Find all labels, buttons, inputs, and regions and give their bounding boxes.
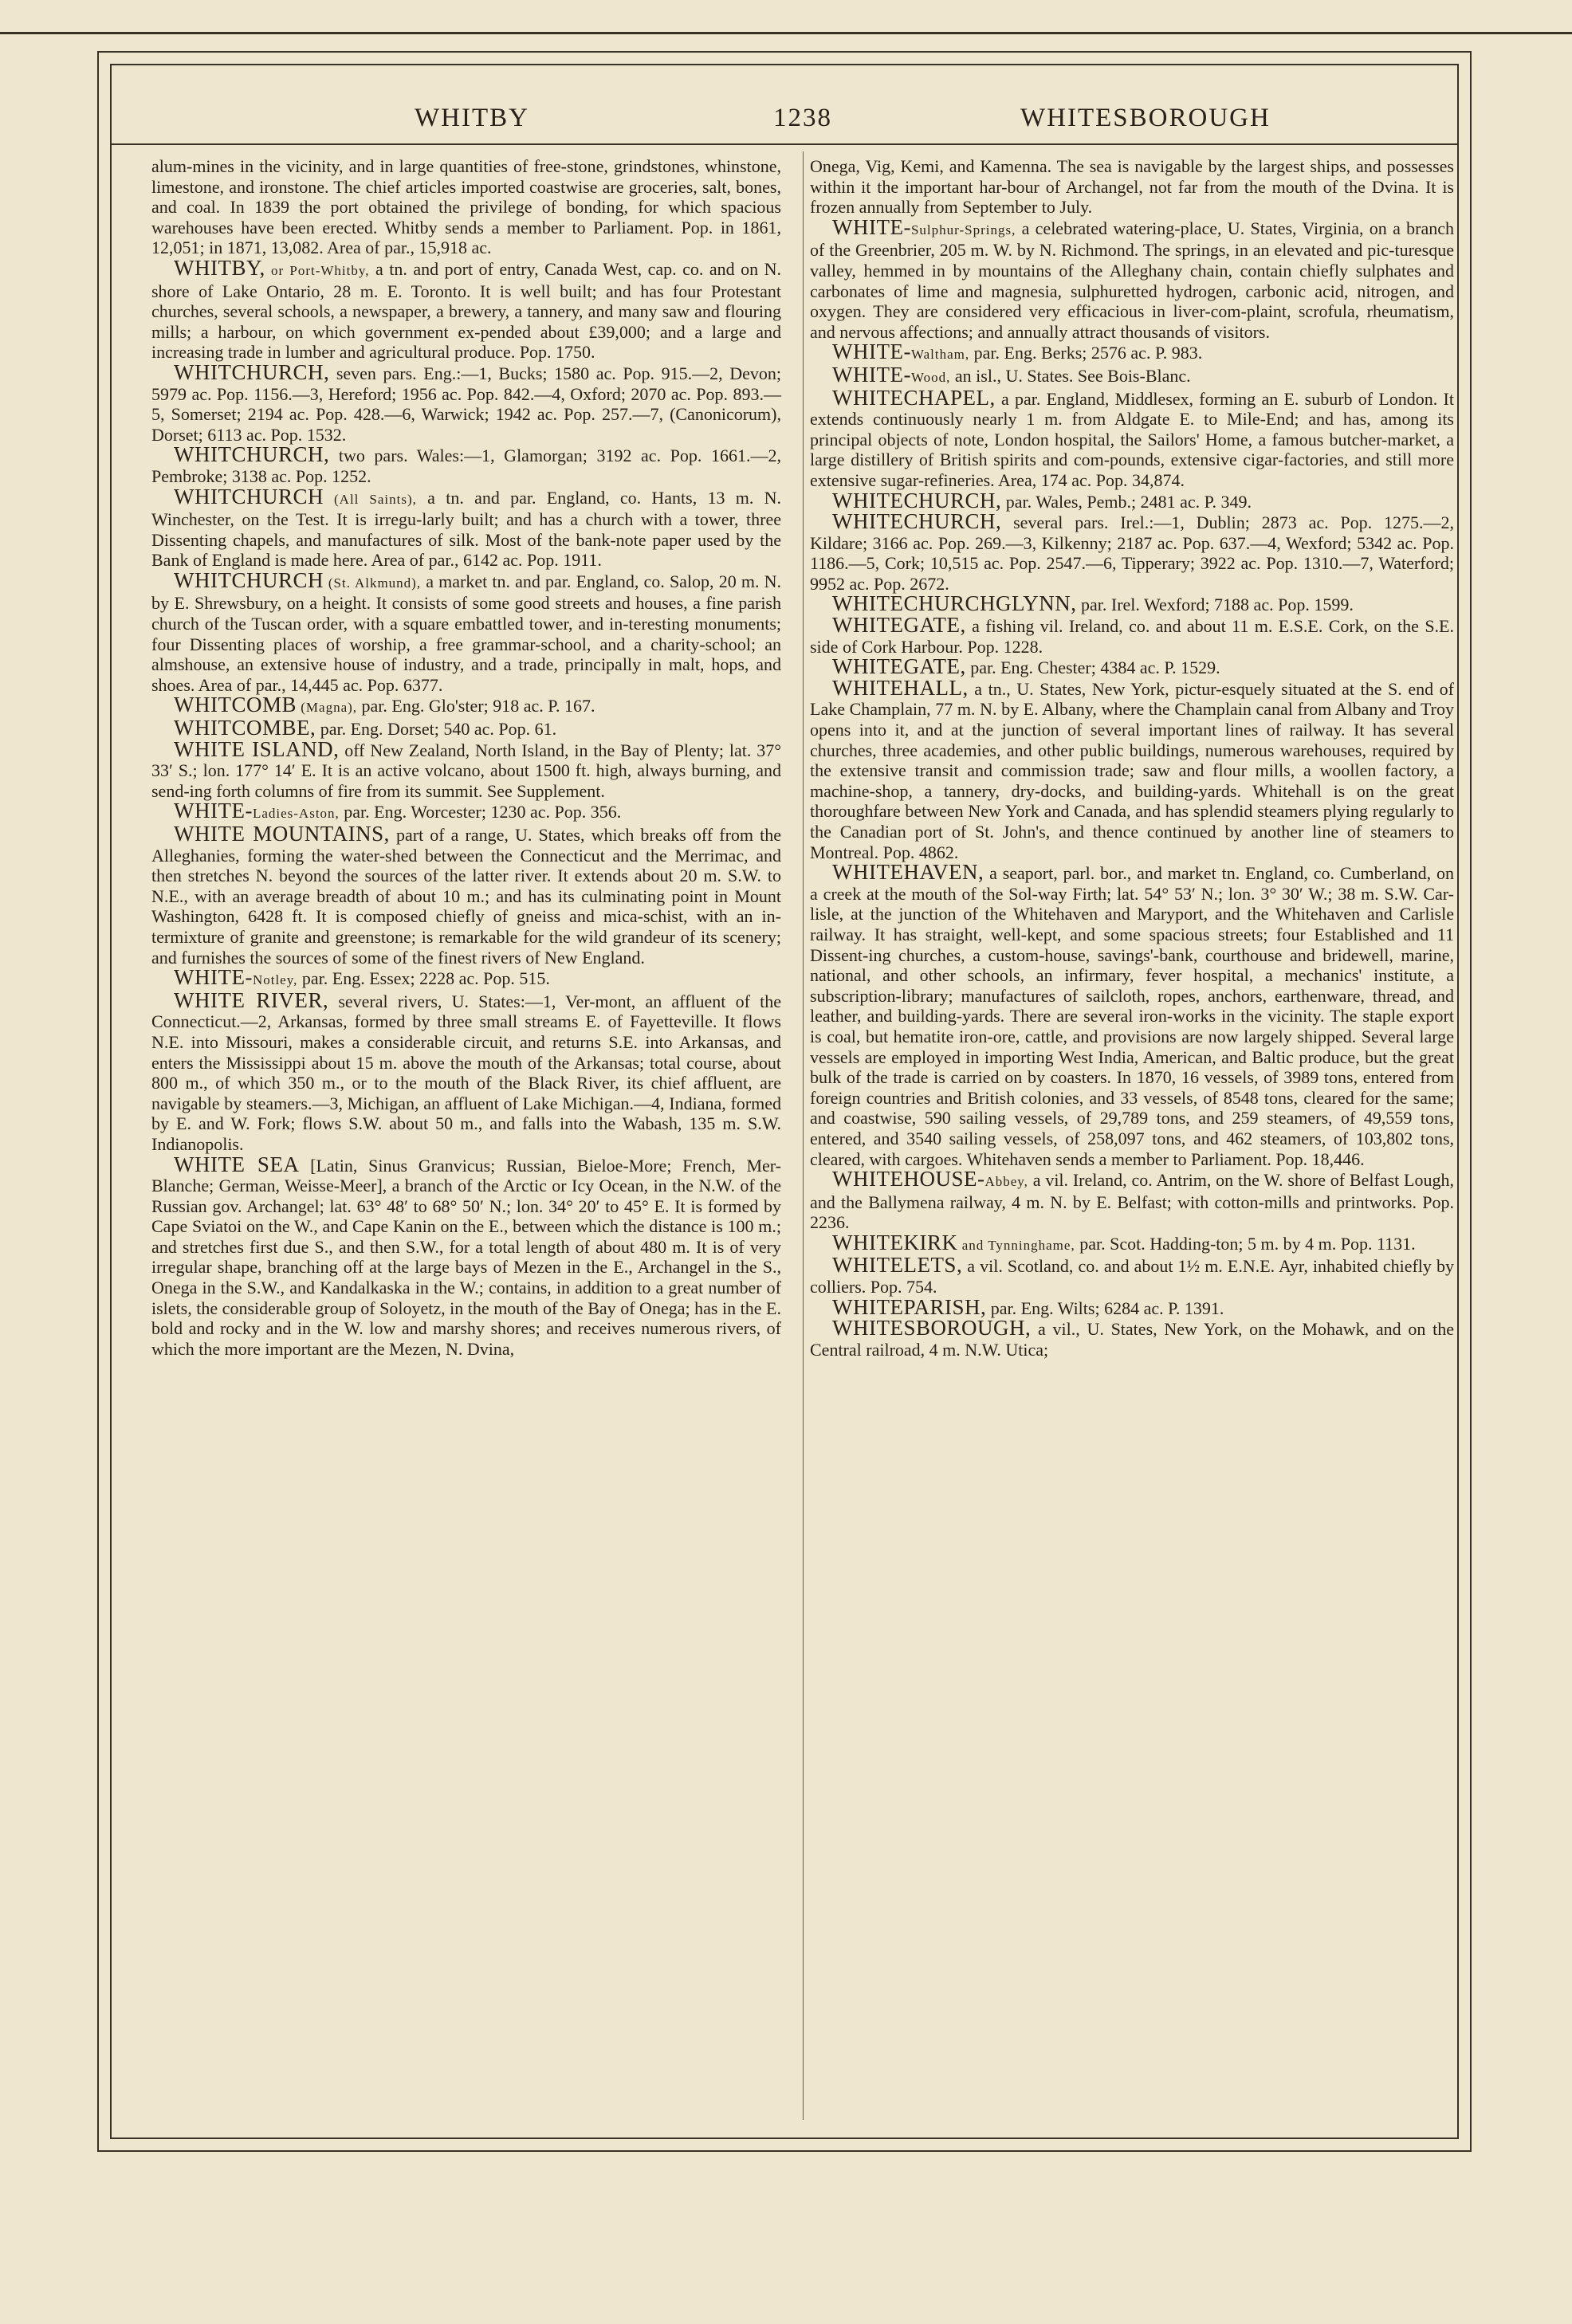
entry-text: par. Eng. Chester; 4384 ac. P. 1529.: [965, 658, 1220, 678]
gazetteer-entry: [151, 965, 781, 991]
entry-headword: WHITE MOUNTAINS,: [174, 822, 390, 846]
entry-headword: WHITCHURCH,: [174, 359, 330, 384]
gazetteer-entry: [810, 362, 1454, 388]
entry-subhead: Waltham,: [910, 347, 970, 363]
entry-headword: WHITEHOUSE-: [832, 1167, 985, 1191]
gazetteer-entry: [151, 987, 781, 1155]
entry-headword: WHITECHURCHGLYNN,: [832, 591, 1077, 616]
entry-subhead: Ladies-Aston,: [252, 806, 340, 822]
entry-headword: WHITE ISLAND,: [174, 736, 340, 761]
entry-text: par. Eng. Dorset; 540 ac. Pop. 61.: [316, 719, 557, 740]
entry-text: a par. England, Middlesex, forming an E. suburb of London. It extends continuously nearly 1 m. from Aldgate E. to Mile-End; and has, among its principal objects of note, London hospital, the Sailors' Home, a famous butcher-market, a large distillery of British spirits and com-pounds, extensive cigar-factories, and still more extensive sugar-refineries. Area, 174 ac. Pop. 34,874.: [810, 388, 1454, 490]
entry-headword: WHITEGATE,: [832, 654, 966, 679]
entry-headword: WHITE-: [174, 965, 253, 990]
entry-headword: WHITEGATE,: [832, 613, 966, 638]
gazetteer-entry: [151, 255, 781, 363]
entry-text: par. Eng. Wilts; 6284 ac. P. 1391.: [986, 1297, 1224, 1318]
entry-subhead: Wood,: [910, 369, 951, 385]
gazetteer-entry: [810, 214, 1454, 343]
gazetteer-entry: [810, 1318, 1454, 1360]
entry-headword: WHITE SEA: [174, 1152, 300, 1176]
entry-text: par. Eng. Berks; 2576 ac. P. 983.: [969, 343, 1203, 363]
entry-headword: WHITCOMB: [174, 693, 297, 717]
gazetteer-entry: [151, 484, 782, 571]
entry-headword: WHITECHURCH,: [832, 488, 1002, 512]
entry-headword: WHITESBOROUGH,: [832, 1316, 1032, 1341]
gazetteer-entry: [810, 156, 1454, 218]
entry-text: par. Wales, Pemb.; 2481 ac. P. 349.: [1001, 491, 1252, 512]
column-divider: [803, 151, 804, 2120]
gazetteer-entry: [810, 1230, 1454, 1256]
entry-text: a celebrated watering-place, U. States, Virginia, on a branch of the Greenbrier, 205 m. W. by N. Richmond. The springs, in an elevated and pic-turesque valley, hemmed in by mountains of the Alleghany chain, contain chiefly sulphates and carbonates of lime and magnesia, sulphuretted hydrogen, carbonic acid, nitrogen, and oxygen. They are considered very efficacious in liver-com-plaint, scrofula, rheumatism, and nervous affections; and annually attract thousands of visitors.: [810, 218, 1454, 342]
gazetteer-entry: [810, 1294, 1454, 1319]
entry-text: two pars. Wales:—1, Glamorgan; 3192 ac. Pop. 1661.—2, Pembroke; 3138 ac. Pop. 1252.: [151, 446, 781, 486]
gazetteer-entry: [151, 567, 781, 696]
entry-text: par. Scot. Hadding-ton; 5 m. by 4 m. Pop. 1131.: [1075, 1233, 1416, 1254]
gazetteer-entry: [151, 695, 781, 718]
gazetteer-entry: [810, 862, 1454, 1169]
entry-subhead: Sulphur-Springs,: [910, 222, 1016, 238]
gazetteer-entry: [810, 591, 1454, 616]
entry-text: par. Eng. Worcester; 1230 ac. Pop. 356.: [339, 802, 622, 822]
entry-text: [Latin, Sinus Granvicus; Russian, Bieloe-More; French, Mer-Blanche; German, Weisse-Meer], a branch of the Arctic or Icy Ocean, in the N.W. of the Russian gov. Archangel; lat. 63° 48′ to 68° 50′ N.; lon. 34° 20′ to 45° E. It is formed by Cape Sviatoi on the W., and Cape Kanin on the E., between which the distance is 100 m.; and stretches first due S., and then S.W., for a total length of about 480 m. It is of very irregular shape, branching off at the large bays of Mezen in the E., Archangel in the S., Onega in the S.W., and Kandalkaska in the W.; contains, in addition to a great number of islets, the considerable group of Soloyetz, in the mouth of the Bay of Onega; has in the E. bold and rocky and in the W. low and marshy shores; and receives numerous rivers, of which the more important are the Mezen, N. Dvina,: [151, 1155, 781, 1359]
entry-headword: WHITE-: [832, 340, 911, 364]
entry-subhead: or Port-Whitby,: [265, 262, 370, 278]
gazetteer-entry: [151, 1152, 781, 1360]
entry-headword: WHITEPARISH,: [832, 1294, 987, 1319]
page-number: 1238: [773, 104, 832, 132]
header-left-word: WHITBY: [415, 104, 529, 132]
gazetteer-entry: [810, 385, 1454, 491]
entry-headword: WHITELETS,: [832, 1253, 963, 1278]
entry-headword: WHITEHALL,: [832, 675, 969, 700]
entry-headword: WHITBY,: [174, 255, 265, 280]
entry-headword: WHITCOMBE,: [174, 716, 316, 740]
entry-text: several rivers, U. States:—1, Ver-mont, an affluent of the Connecticut.—2, Arkansas, formed by three small streams E. of Fayetteville. It flows N.E. into Missouri, makes a considerable circuit, and returns S.E. into Arkansas, and enters the Mississippi about 15 m. above the mouth of the Arkansas; total course, about 800 m., of which 350 m., or to the mouth of the Black River, its chief affluent, are navigable by steamers.—3, Michigan, an affluent of Lake Michigan.—4, Indiana, formed by E. and W. Fork; flows S.W. about 50 m., and falls into the Wabash, 135 m. S.W. Indianopolis.: [151, 991, 781, 1154]
entry-text: a tn. and par. England, co. Hants, 13 m. N. Winchester, on the Test. It is irregu-larly built; and has a church with a tower, three Dissenting chapels, and manufactures of silk. Most of the bank-note paper used by the Bank of England is made here. Area of par., 6142 ac. Pop. 1911.: [151, 487, 782, 571]
entry-headword: WHITE RIVER,: [174, 987, 329, 1012]
gazetteer-entry: [151, 824, 781, 968]
gazetteer-entry: [810, 615, 1454, 657]
entry-headword: WHITEKIRK: [832, 1230, 958, 1254]
entry-text: part of a range, U. States, which breaks off from the Alleghanies, forming the water-shed between the Connecticut and the Merrimac, and then stretches N. beyond the sources of the latter river. It extends about 20 m. S.W. to N.E., with an average breadth of about 10 m.; and has its culminating point in Mount Washington, 6428 ft. It is composed chiefly of gneiss and mica-schist, with an in-termixture of granite and greenstone; is remarkable for the wild grandeur of its scenery; and furnishes the sources of some of the finest rivers of New England.: [151, 825, 782, 968]
gazetteer-entry: [810, 675, 1454, 862]
entry-subhead: (All Saints),: [324, 491, 417, 507]
entry-text: a vil., U. States, New York, on the Mohawk, and on the Central railroad, 4 m. N.W. Utica;: [810, 1319, 1454, 1360]
entry-text: an isl., U. States. See Bois-Blanc.: [950, 365, 1191, 386]
entry-text: a vil. Scotland, co. and about 1½ m. E.N.E. Ayr, inhabited chiefly by colliers. Pop. 754.: [810, 1256, 1454, 1297]
entry-text: Onega, Vig, Kemi, and Kamenna. The sea is navigable by the largest ships, and possesses within it the important har-bour of Archangel, not far from the mouth of the Dvina. It is frozen annually from September to July.: [810, 156, 1454, 218]
entry-subhead: (St. Alkmund),: [324, 575, 422, 591]
entry-headword: WHITE-: [832, 214, 911, 239]
entry-headword: WHITECHURCH,: [832, 509, 1002, 534]
entry-headword: WHITE-: [174, 799, 253, 823]
gazetteer-entry: [151, 156, 781, 258]
entry-headword: WHITE-: [832, 362, 911, 387]
entry-text: seven pars. Eng.:—1, Bucks; 1580 ac. Pop. 915.—2, Devon; 5979 ac. Pop. 1156.—3, Hereford; 1956 ac. Pop. 842.—4, Oxford; 2070 ac. Pop. 893.—5, Somerset; 2194 ac. Pop. 428.—6, Warwick; 1942 ac. Pop. 257.—7, (Canonicorum), Dorset; 6113 ac. Pop. 1532.: [151, 363, 781, 445]
entry-text: a tn. and port of entry, Canada West, cap. co. and on N. shore of Lake Ontario, 28 m. E. Toronto. It is well built; and has four Protestant churches, several schools, a newspaper, a brewery, a tannery, and many saw and flouring mills; a harbour, on which government ex-pended about £39,000; and a large and increasing trade in lumber and agricultural produce. Pop. 1750.: [151, 258, 781, 363]
gazetteer-entry: [151, 718, 781, 740]
entry-text: a tn., U. States, New York, pictur-esquely situated at the S. end of Lake Champlain, 77 m. N. by E. Albany, where the Champlain canal from Albany and Troy opens into it, and at the junction of several important lines of railway. It has several churches, three academies, and other public buildings, numerous warehouses, required by the extensive transit and commission trade; saw and flour mills, a woollen factory, a machine-shop, a tannery, dry-docks, and building-yards. Whitehall is on the great thoroughfare between New York and Canada, and has splendid steamers plying regularly to the Canadian port of St. John's, and thence continued by another line of steamers to Montreal. Pop. 4862.: [810, 678, 1454, 862]
left-column: [151, 156, 781, 1359]
entry-subhead: Notley,: [252, 972, 298, 988]
entry-headword: WHITCHURCH,: [174, 442, 330, 467]
gazetteer-entry: [810, 1255, 1454, 1297]
entry-text: par. Eng. Glo'ster; 918 ac. P. 167.: [357, 696, 595, 716]
gazetteer-entry: [151, 736, 781, 802]
gazetteer-entry: [810, 1169, 1454, 1233]
entry-text: several pars. Irel.:—1, Dublin; 2873 ac. Pop. 1275.—2, Kildare; 3166 ac. Pop. 269.—3, Kilkenny; 2187 ac. Pop. 637.—4, Wexford; 5342 ac. Pop. 1186.—5, Cork; 10,515 ac. Pop. 2547.—6, Tipperary; 3922 ac. Pop. 1310.—7, Waterford; 9952 ac. Pop. 2672.: [810, 512, 1454, 594]
entry-subhead: (Magna),: [297, 700, 358, 716]
right-column: [810, 156, 1454, 1360]
entry-subhead: Abbey,: [984, 1174, 1028, 1190]
top-border-rule: [0, 32, 1572, 34]
entry-text: a seaport, parl. bor., and market tn. England, co. Cumberland, on a creek at the mouth of the Sol-way Firth; lat. 54° 53′ N.; lon. 3° 30′ W.; 38 m. S.W. Car-lisle, at the junction of the Whitehaven and Maryport, and the Whitehaven and Carlisle railway. It has straight, well-kept, and some spacious streets; four Established and 11 Dissent-ing churches, a custom-house, savings'-bank, courthouse and bridewell, marine, national, and other schools, an infirmary, fever hospital, a mechanics' institute, a subscription-library; manufactures of sailcloth, ropes, anchors, earthenware, thread, and leather, and building-yards. There are several iron-works in the vicinity. The staple export is coal, but hematite iron-ore, cattle, and provisions are now largely shipped. Several large vessels are employed in importing West India, American, and Baltic produce, but the great bulk of the trade is carried on by coasters. In 1870, 16 vessels, of 3989 tons, entered from foreign countries and British colonies, and 33 vessels, of 8548 tons, cleared for the same; and coastwise, 590 sailing vessels, of 29,789 tons, and 259 steamers, of 49,559 tons, entered, and 3540 sailing vessels, of 258,097 tons, and 462 steamers, of 103,802 tons, cleared, with cargoes. Whitehaven sends a member to Parliament. Pop. 18,446.: [810, 863, 1454, 1169]
gazetteer-entry: [151, 359, 781, 445]
entry-text: off New Zealand, North Island, in the Bay of Plenty; lat. 37° 33′ S.; lon. 177° 14′ E. It is an active volcano, about 1500 ft. high, always burning, and send-ing forth columns of fire from its summit. See Supplement.: [151, 740, 781, 801]
entry-text: par. Eng. Essex; 2228 ac. Pop. 515.: [297, 968, 550, 989]
entry-headword: WHITCHURCH: [174, 567, 324, 592]
entry-text: par. Irel. Wexford; 7188 ac. Pop. 1599.: [1076, 595, 1354, 615]
gazetteer-entry: [151, 442, 781, 486]
gazetteer-entry: [810, 488, 1454, 512]
entry-text: a market tn. and par. England, co. Salop, 20 m. N. by E. Shrewsbury, on a height. It consists of some good streets and houses, a fine parish church of the Tuscan order, with a square embattled tower, and in-teresting monuments; four Dissenting places of worship, a free grammar-school, and a charity-school; an almshouse, an extensive house of industry, and a trade, principally in malt, hops, and shoes. Area of par., 14,445 ac. Pop. 6377.: [151, 571, 781, 695]
entry-headword: WHITEHAVEN,: [832, 860, 984, 885]
gazetteer-entry: [151, 801, 781, 824]
header-rule: [110, 143, 1457, 145]
gazetteer-entry: [810, 654, 1454, 679]
entry-text: a fishing vil. Ireland, co. and about 11 m. E.S.E. Cork, on the S.E. side of Cork Harbour. Pop. 1228.: [810, 616, 1454, 657]
entry-headword: WHITECHAPEL,: [832, 385, 996, 410]
entry-headword: WHITCHURCH: [174, 484, 324, 508]
gazetteer-entry: [810, 509, 1454, 594]
gazetteer-entry: [810, 342, 1454, 365]
entry-text: alum-mines in the vicinity, and in large quantities of free-stone, grindstones, whinstone, limestone, and ironstone. The chief articles imported coastwise are groceries, salt, bones, and coal. In 1839 the port obtained the privilege of bonding, for which spacious warehouses have been erected. Whitby sends a member to Parliament. Pop. in 1861, 12,051; in 1871, 13,082. Area of par., 15,918 ac.: [151, 156, 781, 258]
running-header: [143, 94, 1459, 142]
entry-text: a vil. Ireland, co. Antrim, on the W. shore of Belfast Lough, and the Ballymena railway, 4 m. N. by E. Belfast; with cotton-mills and printworks. Pop. 2236.: [810, 1170, 1454, 1233]
header-right-word: WHITESBOROUGH: [1020, 104, 1271, 132]
entry-subhead: and Tynninghame,: [957, 1237, 1075, 1253]
